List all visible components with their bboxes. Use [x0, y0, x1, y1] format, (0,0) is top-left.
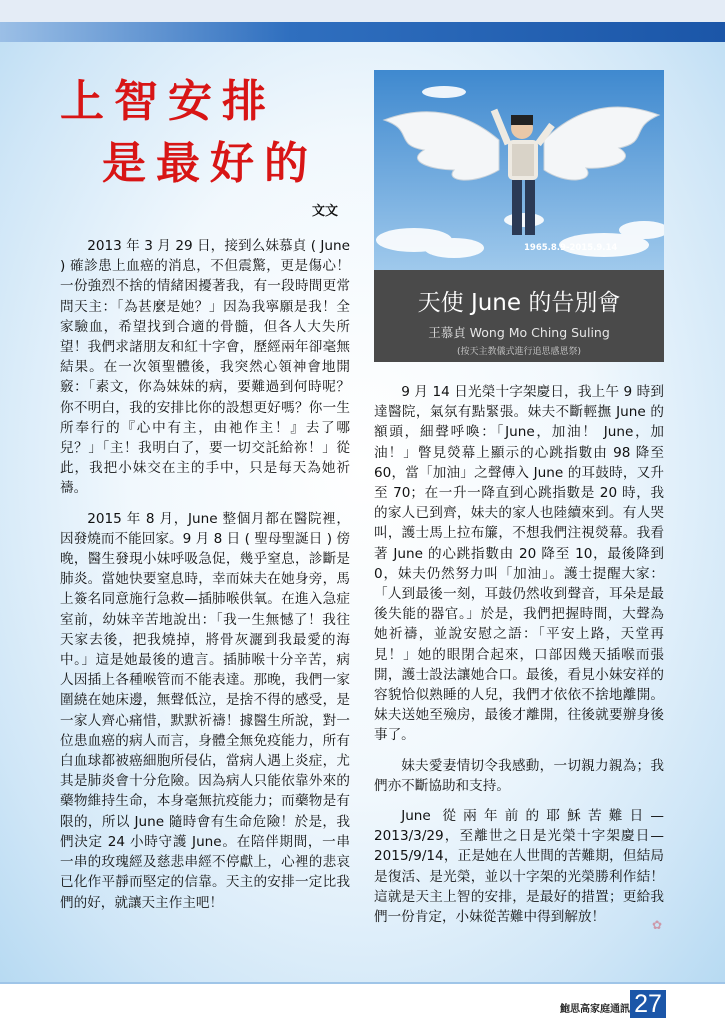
photo-date-range: 1965.8.9-2015.9.14 [524, 243, 618, 253]
article-column-right [374, 382, 664, 937]
publication-name: 鮑思高家庭通訊 [560, 1004, 630, 1015]
flower-icon: ✿ [652, 918, 663, 932]
photo-caption-name: 王慕貞 Wong Mo Ching Suling [428, 325, 610, 340]
memorial-photo [374, 70, 664, 362]
paragraph: 妹夫愛妻情切令我感動，一切親力親為；我們亦不斷協助和支持。 [374, 757, 664, 794]
paragraph: 2013 年 3 月 29 日，接到么妹慕貞 ( June ) 確診患上血癌的消息，不但震驚，更是傷心！一份強烈不捨的情緒困擾著我，有一段時間更常問天主：「為甚麼是她？」因為我寧願是我！全家驗血，希望找到合適的骨髓，但各人大失所望！我們求諸朋友和紅十字會，歷經兩年卻毫無結果。在一次領聖體後，我突然心領神會地開竅：「素文，你為妹妹的病，要難過到何時呢？你不明白，我的安排比你的設想更好嗎？你一生所奉行的『心中有主，由祂作主！』去了哪兒？」「主！我明白了，要一切交託給祢！」從此，我把小妹交在主的手中，只是每天為她祈禱。 [60, 238, 350, 497]
paragraph: 9 月 14 日光榮十字架慶日，我上午 9 時到達醫院，氣氛有點緊張。妹夫不斷輕撫 June 的額頭，細聲呼喚：「June，加油！ June，加油！」瞥見熒幕上顯示的心跳指數由 98 降至 60，當「加油」之聲傳入 June 的耳鼓時，又升至 70；在一升一降直到心跳指數是 20 時，我的家人已到齊，妹夫的家人也陸續來到。有人哭叫，護士馬上拉布簾，不想我們注視熒幕。我看著 June 的心跳指數由 20 降至 10，最後降到 0，妹夫仍然努力叫「加油」。護士提醒大家：「人到最後一刻，耳鼓仍然收到聲音，耳朵是最後失能的器官。」於是，我們把握時間，大聲為她祈禱，並說安慰之語：「平安上路，天堂再見！」她的眼閉合起來，口部因幾天插喉而張開，護士設法讓她合口。最後，看見小妹安祥的容貌恰似熟睡的人兒，我們才依依不捨地離開。妹夫送她至殮房，最後才離開，往後就要辦身後事了。 [374, 384, 664, 744]
author-byline: 文文 [312, 204, 339, 219]
paragraph: June 從兩年前的耶穌苦難日—2013/3/29，至離世之日是光榮十字架慶日—2015/9/14，正是她在人世間的苦難期，但結局是復活、是光榮，並以十字架的光榮勝利作結！這就是天主上智的安排，是最好的措置；更給我們一份肯定，小妹從苦難中得到解放！ [374, 808, 664, 926]
page-number: 27 [630, 990, 666, 1018]
header-bar [0, 22, 725, 42]
photo-caption-title: 天使 June 的告別會 [417, 290, 621, 316]
top-strip [0, 0, 725, 22]
article-column-left [60, 236, 350, 923]
article-title-line2: 是最好的 [102, 138, 318, 189]
photo-caption-note: (按天主教儀式進行追思感恩祭) [456, 347, 582, 357]
footer-rule [0, 982, 725, 984]
article-title-line1: 上智安排 [60, 76, 276, 127]
paragraph: 2015 年 8 月，June 整個月都在醫院裡，因發燒而不能回家。9 月 8 日 ( 聖母聖誕日 ) 傍晚，醫生發現小妹呼吸急促，幾乎窒息，診斷是肺炎。當她快要窒息時，幸而妹夫在她身旁，馬上簽名同意施行急救—插肺喉供氧。在進入急症室前，幼妹辛苦地說出：「我一生無憾了！我往天家去後，把我燒掉，將骨灰灑到我最愛的海中。」這是她最後的遺言。插肺喉十分辛苦，病人因插上各種喉管而不能表達。那晚，我們一家圍繞在她床邊，無聲低泣，是捨不得的感受，是一家人齊心痛惜，默默祈禱！據醫生所說，對一位患血癌的病人而言，身體全無免疫能力，所有白血球都被癌細胞所侵佔，當病人遇上炎症，尤其是肺炎會十分危險。因為病人只能依靠外來的藥物維持生命，本身毫無抗疫能力；而藥物是有限的，所以 June 隨時會有生命危險！於是，我們決定 24 小時守護 June。在陪伴期間，一串一串的玫瑰經及慈悲串經不停獻上，心裡的悲哀已化作平靜而堅定的信靠。天主的安排一定比我們的好，就讓天主作主吧！ [60, 510, 350, 911]
